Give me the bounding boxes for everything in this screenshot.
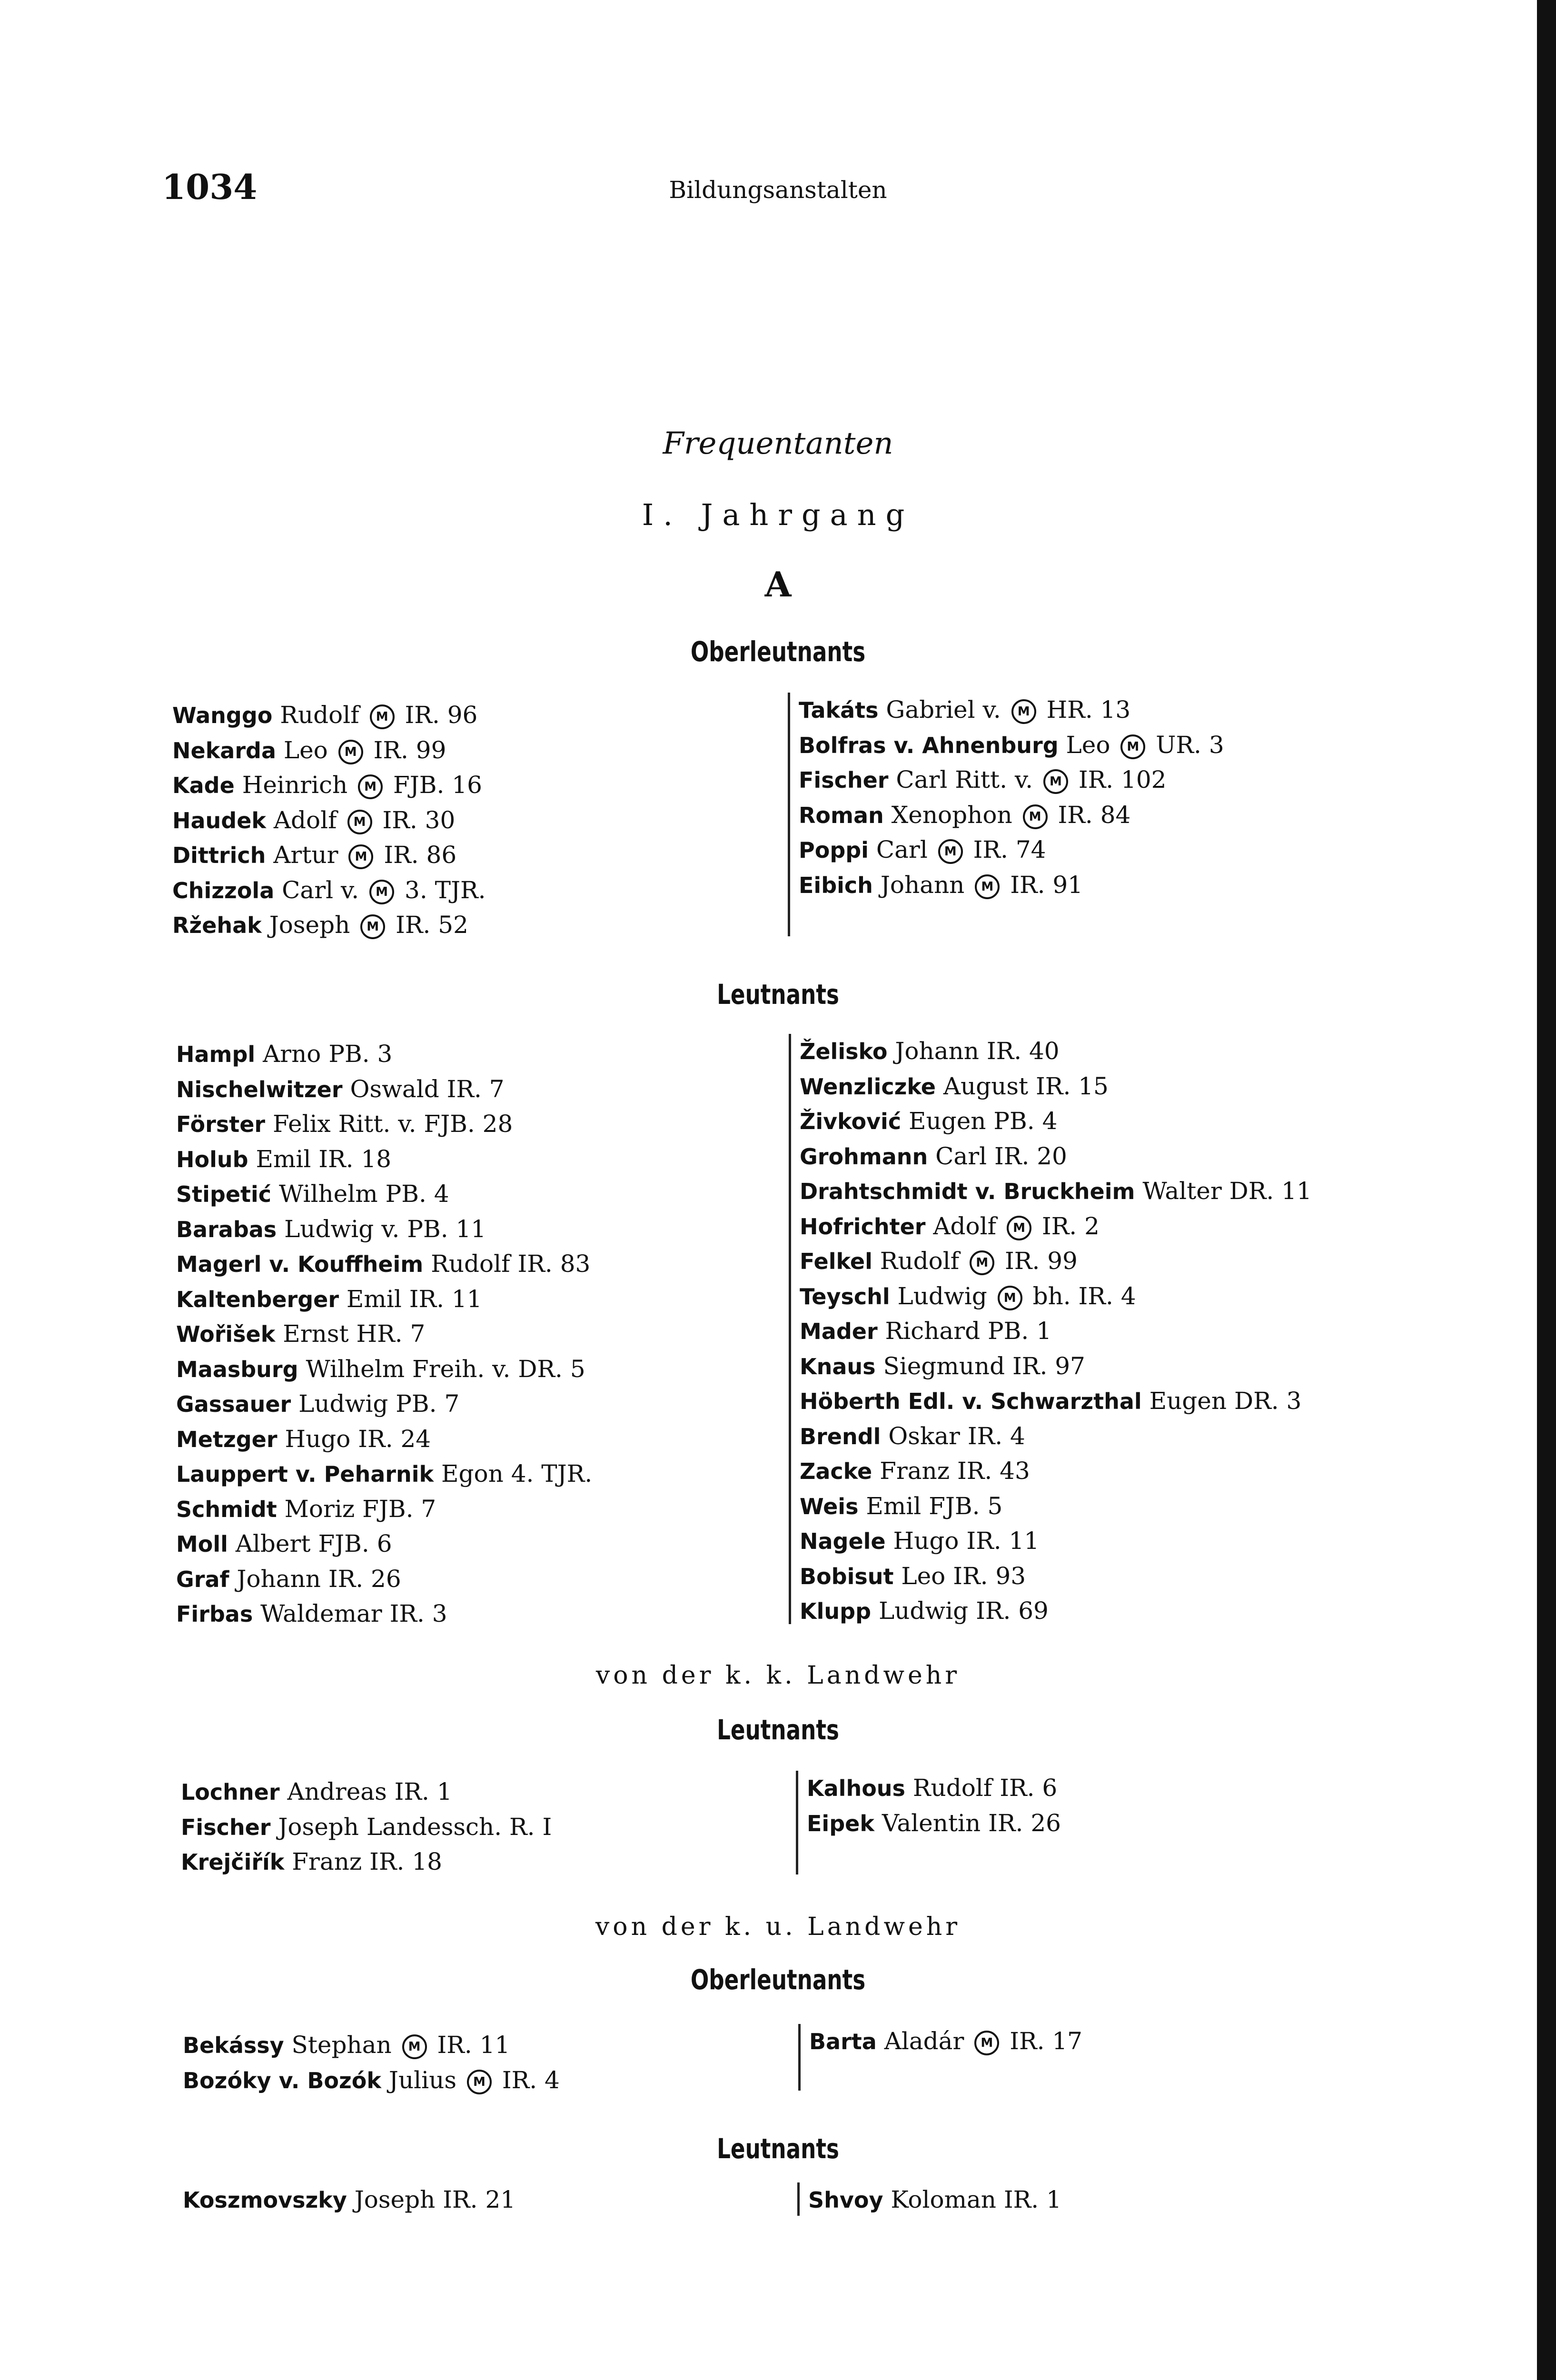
section-subtitle-kk-landwehr: von der k. k. Landwehr bbox=[595, 1661, 961, 1690]
list-item bbox=[807, 1806, 1061, 1841]
list-item bbox=[799, 693, 1224, 728]
entry-given-name: Franz bbox=[292, 1848, 362, 1875]
entry-unit: IR. 52 bbox=[396, 911, 468, 939]
entry-list-left bbox=[176, 1037, 592, 1632]
entry-surname: Brendl bbox=[800, 1423, 881, 1449]
entry-surname: Nekarda bbox=[172, 737, 276, 764]
section-title-oberleutnants-ku: Oberleutnants bbox=[690, 1964, 866, 1996]
entry-unit: IR. 1 bbox=[1003, 2186, 1061, 2213]
entry-surname: Gassauer bbox=[176, 1391, 291, 1417]
list-item bbox=[800, 1034, 1312, 1069]
circled-m-icon: M bbox=[998, 1286, 1022, 1310]
entry-unit: IR. 96 bbox=[405, 701, 478, 729]
entry-given-name: Albert bbox=[235, 1530, 311, 1557]
entry-given-name: Waldemar bbox=[260, 1600, 382, 1627]
entry-given-name: Carl v. bbox=[282, 876, 359, 904]
entry-unit: IR. 69 bbox=[976, 1597, 1049, 1625]
entry-list-left bbox=[183, 2028, 560, 2098]
entry-unit: UR. 3 bbox=[1156, 731, 1224, 759]
entry-given-name: Leo bbox=[1066, 731, 1110, 759]
list-item bbox=[807, 1771, 1061, 1806]
entry-given-name: Emil bbox=[866, 1492, 922, 1520]
entry-unit: IR. 99 bbox=[373, 736, 446, 764]
entry-given-name: Gabriel v. bbox=[886, 696, 1001, 724]
list-item bbox=[800, 1139, 1312, 1174]
list-item bbox=[808, 2182, 1061, 2218]
circled-m-icon: M bbox=[975, 874, 1000, 899]
entry-given-name: Julius bbox=[388, 2066, 456, 2094]
entry-given-name: Joseph bbox=[269, 911, 350, 939]
entry-surname: Kaltenberger bbox=[176, 1286, 339, 1312]
list-item bbox=[172, 803, 486, 838]
entry-surname: Bekássy bbox=[183, 2033, 284, 2058]
entry-surname: Moll bbox=[176, 1531, 228, 1557]
circled-m-icon: M bbox=[348, 844, 373, 869]
entry-surname: Hofrichter bbox=[800, 1213, 926, 1240]
circled-m-icon: M bbox=[369, 880, 394, 904]
entry-unit: IR. 86 bbox=[384, 841, 457, 869]
entry-surname: Höberth Edl. v. Schwarzthal bbox=[800, 1388, 1142, 1414]
list-item bbox=[799, 798, 1224, 833]
entry-surname: Shvoy bbox=[808, 2187, 883, 2213]
entry-surname: Wanggo bbox=[172, 703, 273, 728]
entry-surname: Kade bbox=[172, 773, 235, 798]
entry-given-name: Eugen bbox=[1149, 1387, 1227, 1415]
entry-surname: Krejčiřík bbox=[181, 1849, 285, 1875]
list-item bbox=[809, 2024, 1082, 2059]
circled-m-icon: M bbox=[1043, 769, 1068, 794]
entry-given-name: Carl Ritt. v. bbox=[896, 766, 1033, 793]
entry-unit: IR. 43 bbox=[957, 1457, 1030, 1485]
entry-unit: FJB. 16 bbox=[393, 771, 482, 799]
entry-unit: IR. 4 bbox=[967, 1422, 1025, 1450]
entry-unit: IR. 30 bbox=[382, 806, 456, 834]
entry-surname: Takáts bbox=[799, 697, 879, 723]
list-item bbox=[176, 1352, 592, 1387]
list-item bbox=[176, 1562, 592, 1597]
entry-unit: IR. 11 bbox=[437, 2031, 510, 2059]
group-letter: A bbox=[764, 564, 792, 605]
entry-unit: IR. 24 bbox=[358, 1425, 431, 1453]
entry-unit: IR. 6 bbox=[1000, 1774, 1058, 1802]
list-item bbox=[183, 2182, 515, 2218]
entry-unit: IR. 91 bbox=[1010, 871, 1083, 899]
list-item bbox=[800, 1349, 1312, 1384]
entry-surname: Wenzliczke bbox=[800, 1073, 936, 1100]
list-item bbox=[181, 1844, 552, 1880]
entry-surname: Stipetić bbox=[176, 1181, 272, 1207]
year-heading: I. Jahrgang bbox=[642, 497, 914, 532]
entry-surname: Wořišek bbox=[176, 1321, 276, 1347]
circled-m-icon: M bbox=[347, 810, 372, 834]
list-item bbox=[183, 2063, 560, 2098]
entry-list-right bbox=[797, 2182, 1061, 2216]
entry-surname: Grohmann bbox=[800, 1143, 928, 1170]
list-item bbox=[800, 1419, 1312, 1454]
list-item bbox=[800, 1174, 1312, 1209]
entry-list-right bbox=[789, 1034, 1312, 1624]
entry-surname: Hampl bbox=[176, 1041, 256, 1067]
entry-unit: IR. 3 bbox=[389, 1600, 447, 1627]
entry-given-name: Hugo bbox=[285, 1425, 351, 1453]
list-item bbox=[176, 1247, 592, 1282]
circled-m-icon: M bbox=[360, 914, 385, 939]
list-item bbox=[176, 1457, 592, 1492]
entry-unit: PB. 4 bbox=[993, 1107, 1058, 1135]
entry-unit: FJB. 6 bbox=[318, 1530, 392, 1557]
entry-surname: Želisko bbox=[800, 1039, 888, 1064]
entry-surname: Nischelwitzer bbox=[176, 1076, 343, 1102]
entry-unit: PB. 1 bbox=[988, 1317, 1051, 1345]
entry-surname: Koszmovszky bbox=[183, 2187, 347, 2213]
entry-unit: HR. 13 bbox=[1046, 696, 1131, 724]
entry-unit: IR. 11 bbox=[409, 1285, 482, 1313]
entry-unit: DR. 3 bbox=[1234, 1387, 1302, 1415]
entry-given-name: Carl bbox=[876, 836, 928, 863]
list-item bbox=[172, 873, 486, 908]
entry-unit: IR. 26 bbox=[328, 1565, 401, 1593]
entry-unit: 3. TJR. bbox=[405, 876, 486, 904]
entry-given-name: Artur bbox=[273, 841, 338, 869]
entry-unit: FJB. 28 bbox=[424, 1110, 513, 1138]
entry-unit: IR. 4 bbox=[502, 2066, 560, 2094]
entry-given-name: Wilhelm bbox=[278, 1180, 378, 1208]
entry-surname: Bozóky v. Bozók bbox=[183, 2067, 381, 2093]
entry-given-name: Valentin bbox=[882, 1809, 981, 1837]
list-item bbox=[800, 1594, 1312, 1629]
entry-unit: IR. 1 bbox=[394, 1778, 452, 1805]
entry-given-name: Ludwig bbox=[878, 1597, 969, 1625]
entry-unit: HR. 7 bbox=[356, 1320, 426, 1348]
section-title-leutnants: Leutnants bbox=[717, 978, 839, 1011]
entry-given-name: Ernst bbox=[283, 1320, 349, 1348]
list-item bbox=[176, 1492, 592, 1527]
entry-surname: Zacke bbox=[800, 1458, 872, 1484]
entry-surname: Drahtschmidt v. Bruckheim bbox=[800, 1179, 1135, 1204]
list-item bbox=[176, 1527, 592, 1562]
section-title-leutnants-ku: Leutnants bbox=[717, 2132, 839, 2165]
circled-m-icon: M bbox=[1023, 804, 1048, 829]
entry-unit: IR. 40 bbox=[986, 1037, 1060, 1065]
entry-surname: Dittrich bbox=[172, 843, 266, 868]
entry-unit: IR. 99 bbox=[1005, 1247, 1078, 1275]
entry-unit: DR. 5 bbox=[518, 1355, 585, 1383]
entry-unit: IR. 97 bbox=[1012, 1352, 1085, 1380]
list-item bbox=[800, 1454, 1312, 1489]
entry-unit: IR. 17 bbox=[1010, 2027, 1082, 2055]
entry-given-name: Egon bbox=[441, 1460, 504, 1488]
list-item bbox=[799, 763, 1224, 798]
entry-surname: Kalhous bbox=[807, 1775, 905, 1801]
entry-given-name: Ludwig bbox=[897, 1282, 987, 1310]
entry-given-name: Eugen bbox=[909, 1107, 986, 1135]
entry-given-name: Emil bbox=[346, 1285, 402, 1313]
list-item bbox=[181, 1775, 552, 1810]
entry-list-left bbox=[172, 698, 486, 943]
list-item bbox=[176, 1142, 592, 1177]
list-item bbox=[183, 2028, 560, 2063]
entry-surname: Lochner bbox=[181, 1779, 280, 1805]
entry-unit: IR. 102 bbox=[1078, 766, 1167, 793]
entry-list-right bbox=[788, 693, 1224, 936]
entry-unit: IR. 7 bbox=[446, 1075, 505, 1103]
entry-surname: Holub bbox=[176, 1146, 248, 1172]
circled-m-icon: M bbox=[1120, 734, 1145, 759]
entry-surname: Eibich bbox=[799, 872, 873, 898]
list-item bbox=[176, 1177, 592, 1212]
running-head: Bildungsanstalten bbox=[669, 176, 887, 204]
entry-given-name: Stephan bbox=[291, 2031, 392, 2059]
list-item bbox=[172, 908, 486, 943]
entry-surname: Eipek bbox=[807, 1810, 874, 1836]
list-item bbox=[176, 1597, 592, 1632]
list-item bbox=[176, 1072, 592, 1107]
entry-given-name: Rudolf bbox=[880, 1247, 960, 1275]
list-item bbox=[800, 1559, 1312, 1594]
entry-surname: Chizzola bbox=[172, 877, 275, 903]
entry-unit: Landessch. R. I bbox=[366, 1813, 552, 1841]
list-item bbox=[176, 1282, 592, 1317]
entry-surname: Lauppert v. Peharnik bbox=[176, 1461, 434, 1487]
list-item bbox=[799, 728, 1224, 763]
entry-surname: Knaus bbox=[800, 1353, 876, 1379]
list-item bbox=[176, 1037, 592, 1072]
circled-m-icon: M bbox=[467, 2070, 492, 2094]
entry-given-name: Koloman bbox=[891, 2186, 996, 2213]
entry-given-name: August bbox=[943, 1072, 1029, 1100]
entry-unit: bh. IR. 4 bbox=[1032, 1282, 1136, 1310]
circled-m-icon: M bbox=[970, 1250, 994, 1275]
entry-given-name: Joseph bbox=[354, 2186, 436, 2213]
list-item bbox=[799, 833, 1224, 868]
entry-unit: IR. 20 bbox=[994, 1142, 1067, 1170]
entry-unit: IR. 2 bbox=[1041, 1212, 1100, 1240]
entry-unit: PB. 7 bbox=[396, 1390, 460, 1418]
circled-m-icon: M bbox=[358, 774, 383, 799]
entry-surname: Barta bbox=[809, 2029, 877, 2054]
entry-given-name: Rudolf bbox=[431, 1250, 510, 1278]
entry-given-name: Heinrich bbox=[242, 771, 348, 799]
section-title-leutnants-kk: Leutnants bbox=[717, 1714, 839, 1746]
entry-surname: Schmidt bbox=[176, 1496, 277, 1522]
entry-given-name: Emil bbox=[256, 1145, 311, 1173]
entry-surname: Mader bbox=[800, 1319, 878, 1344]
entry-surname: Roman bbox=[799, 802, 884, 828]
entry-surname: Bolfras v. Ahnenburg bbox=[799, 732, 1059, 758]
entry-list-right bbox=[798, 2024, 1082, 2091]
entry-unit: PB. 3 bbox=[328, 1040, 393, 1068]
entry-unit: IR. 26 bbox=[988, 1809, 1061, 1837]
entry-given-name: Xenophon bbox=[891, 801, 1012, 829]
circled-m-icon: M bbox=[938, 839, 963, 864]
entry-given-name: Walter bbox=[1142, 1177, 1222, 1205]
circled-m-icon: M bbox=[1007, 1216, 1031, 1240]
entry-surname: Förster bbox=[176, 1111, 266, 1137]
entry-given-name: Siegmund bbox=[883, 1352, 1005, 1380]
list-item bbox=[800, 1314, 1312, 1349]
circled-m-icon: M bbox=[1011, 699, 1036, 724]
list-item bbox=[800, 1524, 1312, 1559]
list-item bbox=[800, 1209, 1312, 1244]
list-item bbox=[172, 838, 486, 873]
entry-given-name: Carl bbox=[935, 1142, 987, 1170]
entry-given-name: Oskar bbox=[888, 1422, 960, 1450]
list-item bbox=[800, 1384, 1312, 1419]
list-item bbox=[176, 1212, 592, 1247]
entry-surname: Nagele bbox=[800, 1528, 886, 1554]
entry-unit: IR. 11 bbox=[966, 1527, 1040, 1555]
entry-given-name: Rudolf bbox=[280, 701, 359, 729]
entry-given-name: Johann bbox=[895, 1037, 979, 1065]
circled-m-icon: M bbox=[974, 2031, 999, 2055]
entry-given-name: Arno bbox=[263, 1040, 321, 1068]
entry-unit: IR. 18 bbox=[318, 1145, 392, 1173]
entry-given-name: Leo bbox=[283, 736, 328, 764]
entry-surname: Haudek bbox=[172, 807, 267, 833]
entry-unit: IR. 84 bbox=[1058, 801, 1131, 829]
heading-frequentanten: Frequentanten bbox=[663, 426, 893, 461]
entry-unit: FJB. 7 bbox=[362, 1495, 436, 1523]
entry-surname: Maasburg bbox=[176, 1356, 298, 1382]
entry-surname: Weis bbox=[800, 1493, 859, 1519]
entry-unit: PB. 11 bbox=[407, 1215, 486, 1243]
entry-given-name: Franz bbox=[880, 1457, 950, 1485]
circled-m-icon: M bbox=[338, 740, 363, 764]
list-item bbox=[800, 1104, 1312, 1139]
list-item bbox=[176, 1422, 592, 1457]
entry-given-name: Richard bbox=[885, 1317, 981, 1345]
list-item bbox=[172, 733, 486, 768]
list-item bbox=[800, 1069, 1312, 1104]
list-item bbox=[800, 1489, 1312, 1524]
entry-unit: IR. 83 bbox=[517, 1250, 591, 1278]
entry-given-name: Moriz bbox=[284, 1495, 355, 1523]
list-item bbox=[176, 1387, 592, 1422]
entry-surname: Firbas bbox=[176, 1601, 253, 1627]
entry-given-name: Joseph bbox=[278, 1813, 359, 1841]
page-edge bbox=[1537, 0, 1556, 2380]
entry-surname: Magerl v. Kouffheim bbox=[176, 1251, 424, 1277]
entry-unit: PB. 4 bbox=[385, 1180, 449, 1208]
entry-list-left bbox=[181, 1775, 552, 1880]
entry-given-name: Aladár bbox=[884, 2027, 964, 2055]
section-subtitle-ku-landwehr: von der k. u. Landwehr bbox=[595, 1913, 961, 1941]
entry-surname: Klupp bbox=[800, 1598, 872, 1624]
entry-surname: Graf bbox=[176, 1566, 229, 1592]
entry-unit: FJB. 5 bbox=[929, 1492, 1003, 1520]
circled-m-icon: M bbox=[370, 704, 395, 729]
list-item bbox=[176, 1107, 592, 1142]
entry-given-name: Rudolf bbox=[912, 1774, 992, 1802]
page-number: 1034 bbox=[162, 167, 258, 207]
entry-surname: Metzger bbox=[176, 1426, 278, 1452]
entry-unit: IR. 74 bbox=[973, 836, 1046, 863]
list-item bbox=[799, 868, 1224, 903]
entry-given-name: Ludwig bbox=[298, 1390, 388, 1418]
entry-surname: Ržehak bbox=[172, 912, 262, 938]
entry-surname: Bobisut bbox=[800, 1563, 894, 1589]
list-item bbox=[172, 768, 486, 803]
entry-surname: Teyschl bbox=[800, 1283, 890, 1309]
list-item bbox=[800, 1279, 1312, 1314]
entry-given-name: Leo bbox=[901, 1562, 946, 1590]
entry-surname: Barabas bbox=[176, 1216, 277, 1242]
list-item bbox=[181, 1810, 552, 1845]
entry-given-name: Ludwig v. bbox=[284, 1215, 400, 1243]
list-item bbox=[176, 1317, 592, 1352]
circled-m-icon: M bbox=[402, 2034, 427, 2059]
entry-surname: Poppi bbox=[799, 837, 869, 863]
list-item bbox=[172, 698, 486, 733]
entry-surname: Felkel bbox=[800, 1249, 872, 1274]
entry-given-name: Wilhelm Freih. v. bbox=[306, 1355, 511, 1383]
entry-surname: Fischer bbox=[799, 767, 889, 793]
entry-list-right bbox=[796, 1771, 1061, 1874]
list-item bbox=[800, 1244, 1312, 1279]
entry-unit: IR. 21 bbox=[443, 2186, 516, 2213]
entry-given-name: Adolf bbox=[933, 1212, 997, 1240]
entry-given-name: Oswald bbox=[350, 1075, 439, 1103]
entry-unit: 4. TJR. bbox=[511, 1460, 593, 1488]
entry-given-name: Hugo bbox=[893, 1527, 959, 1555]
entry-list-left bbox=[183, 2182, 515, 2218]
entry-unit: IR. 18 bbox=[369, 1848, 442, 1875]
entry-given-name: Johann bbox=[237, 1565, 321, 1593]
entry-given-name: Adolf bbox=[273, 806, 337, 834]
entry-unit: IR. 15 bbox=[1036, 1072, 1109, 1100]
entry-given-name: Felix Ritt. v. bbox=[273, 1110, 416, 1138]
entry-given-name: Andreas bbox=[287, 1778, 387, 1805]
entry-surname: Fischer bbox=[181, 1814, 271, 1840]
entry-unit: IR. 93 bbox=[953, 1562, 1026, 1590]
entry-given-name: Johann bbox=[880, 871, 965, 899]
entry-surname: Živković bbox=[800, 1109, 902, 1134]
section-title-oberleutnants: Oberleutnants bbox=[690, 635, 866, 668]
entry-unit: DR. 11 bbox=[1229, 1177, 1312, 1205]
